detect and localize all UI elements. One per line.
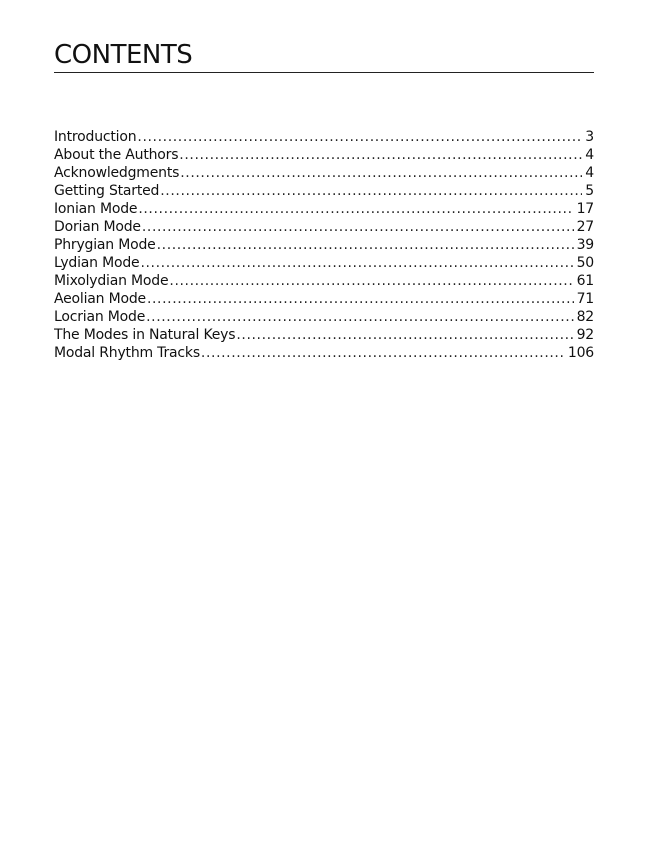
toc-entry-label: Dorian Mode [54,219,141,235]
page-title: CONTENTS [54,40,193,70]
dot-leader [142,218,574,236]
toc-page-number: 27 [576,219,594,235]
dot-leader [146,308,573,326]
dot-leader [137,128,582,146]
document-page [54,0,594,864]
toc-entry-modes-in-natural-keys[interactable] [54,326,594,344]
dot-leader [147,290,574,308]
dot-leader [160,182,582,200]
toc-page-number: 17 [576,201,594,217]
toc-entry-locrian-mode[interactable] [54,308,594,326]
toc-entry-dorian-mode[interactable] [54,218,594,236]
toc-entry-phrygian-mode[interactable] [54,236,594,254]
toc-entry-acknowledgments[interactable] [54,164,594,182]
toc-entry-label: The Modes in Natural Keys [54,327,236,343]
toc-entry-getting-started[interactable] [54,182,594,200]
toc-page-number: 39 [576,237,594,253]
dot-leader [179,146,582,164]
toc-page-number: 92 [576,327,594,343]
toc-entry-modal-rhythm-tracks[interactable] [54,344,594,362]
toc-entry-label: Getting Started [54,183,160,199]
table-of-contents [54,128,594,362]
toc-page-number: 4 [585,165,594,181]
toc-page-number: 71 [576,291,594,307]
toc-entry-mixolydian-mode[interactable] [54,272,594,290]
toc-entry-about-the-authors[interactable] [54,146,594,164]
toc-entry-label: About the Authors [54,147,179,163]
toc-page-number: 61 [576,273,594,289]
toc-page-number: 106 [567,345,594,361]
toc-page-number: 4 [585,147,594,163]
toc-entry-label: Mixolydian Mode [54,273,169,289]
dot-leader [236,326,573,344]
title-divider [54,72,594,73]
toc-entry-label: Phrygian Mode [54,237,156,253]
dot-leader [138,200,573,218]
toc-entry-label: Modal Rhythm Tracks [54,345,200,361]
toc-entry-aeolian-mode[interactable] [54,290,594,308]
dot-leader [180,164,582,182]
toc-entry-label: Aeolian Mode [54,291,146,307]
toc-entry-label: Introduction [54,129,137,145]
toc-page-number: 82 [576,309,594,325]
toc-entry-label: Acknowledgments [54,165,180,181]
dot-leader [140,254,573,272]
dot-leader [201,344,565,362]
toc-entry-label: Locrian Mode [54,309,146,325]
toc-page-number: 50 [576,255,594,271]
toc-page-number: 3 [585,129,594,145]
dot-leader [157,236,574,254]
toc-entry-ionian-mode[interactable] [54,200,594,218]
toc-entry-label: Ionian Mode [54,201,138,217]
toc-page-number: 5 [585,183,594,199]
toc-entry-introduction[interactable] [54,128,594,146]
toc-entry-label: Lydian Mode [54,255,140,271]
toc-entry-lydian-mode[interactable] [54,254,594,272]
dot-leader [169,272,573,290]
